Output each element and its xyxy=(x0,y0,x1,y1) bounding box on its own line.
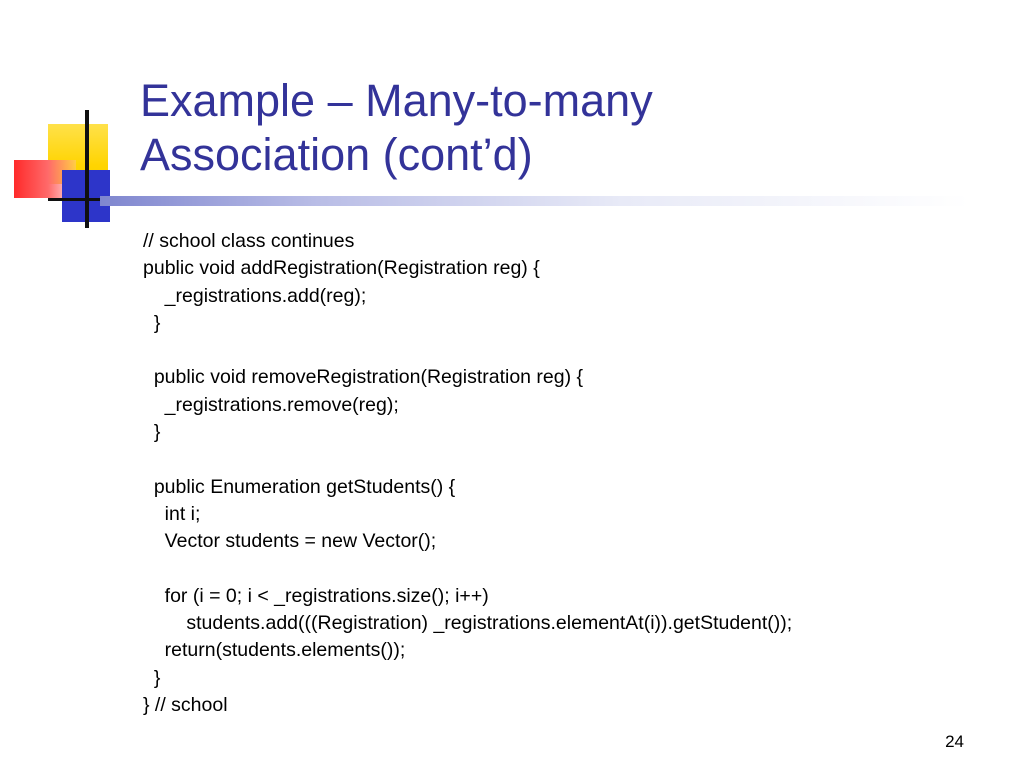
title-line-2: Association (cont’d) xyxy=(140,129,533,180)
slide-title xyxy=(140,74,980,182)
title-underline xyxy=(100,196,970,206)
code-line: public void addRegistration(Registration reg) { xyxy=(143,257,540,280)
code-line: Vector students = new Vector(); xyxy=(143,530,437,553)
code-line: public void removeRegistration(Registration reg) { xyxy=(143,366,584,389)
title-line-1: Example – Many-to-many xyxy=(140,75,653,126)
code-line: return(students.elements()); xyxy=(143,639,406,662)
code-line xyxy=(143,337,1003,364)
page-number: 24 xyxy=(945,732,964,751)
code-line: int i; xyxy=(143,502,201,525)
code-line xyxy=(143,556,1003,583)
code-line: // school class continues xyxy=(143,230,355,252)
code-line: } // school xyxy=(143,694,228,717)
code-line: for (i = 0; i < _registrations.size(); i++) xyxy=(143,584,489,607)
code-line: public Enumeration getStudents() { xyxy=(143,475,456,498)
code-line: _registrations.remove(reg); xyxy=(143,393,399,416)
code-line: students.add(((Registration) _registrations.elementAt(i)).getStudent()); xyxy=(143,612,793,635)
code-line: _registrations.add(reg); xyxy=(143,284,367,307)
code-line: } xyxy=(143,666,161,689)
code-block xyxy=(143,228,1003,719)
vertical-line-decoration xyxy=(85,110,89,228)
code-line: } xyxy=(143,421,161,444)
code-line: } xyxy=(143,311,161,334)
code-line xyxy=(143,446,1003,473)
